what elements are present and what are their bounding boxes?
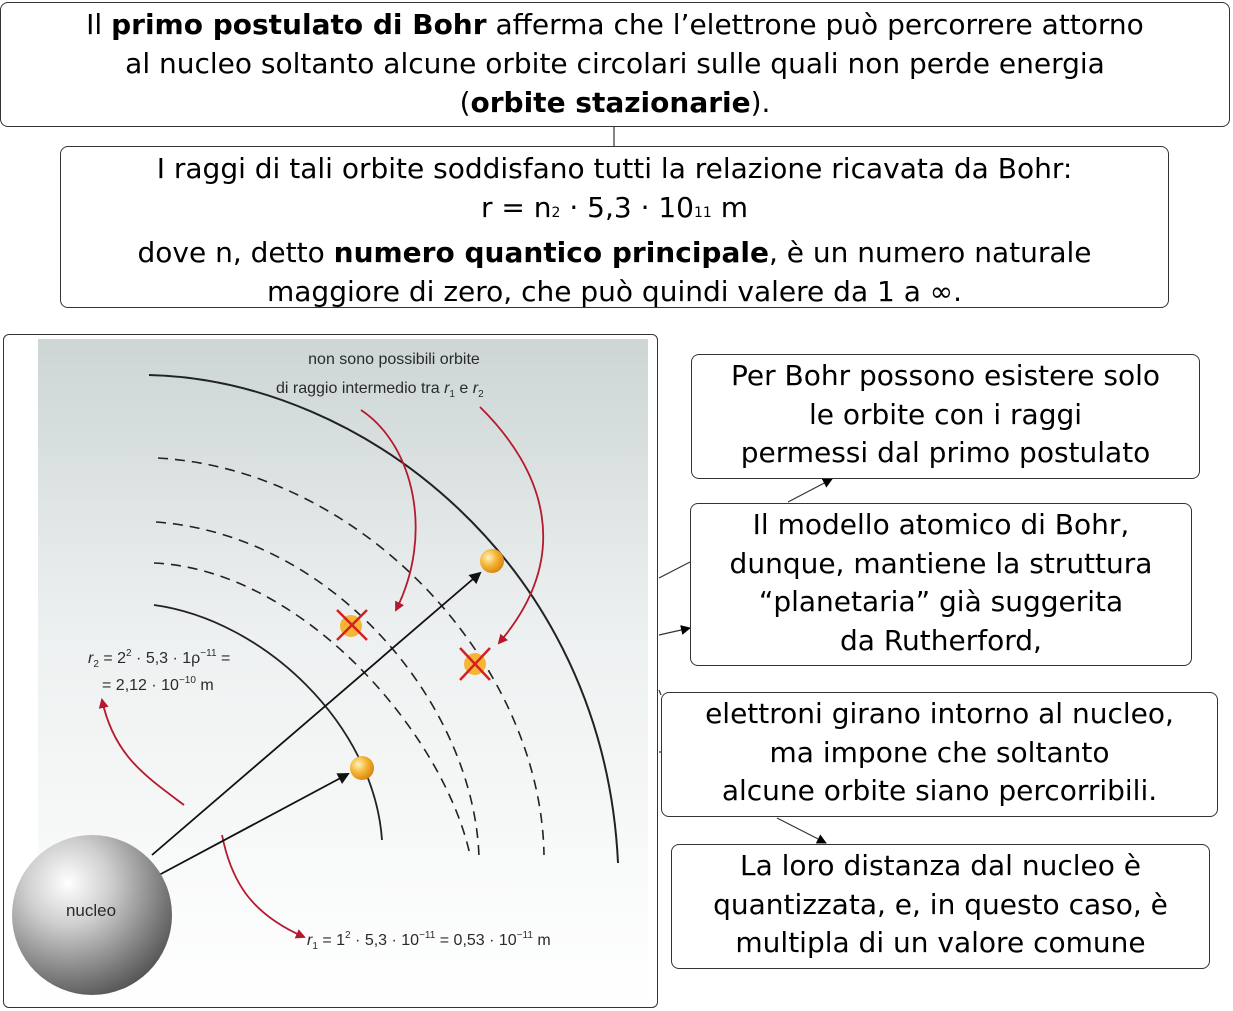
radius-formula-box — [60, 146, 1169, 308]
allowed-orbits-box — [691, 354, 1200, 479]
quantized-line-1: La loro distanza dal nucleo è — [739, 849, 1142, 882]
r1-formula: $r_1 = 1^2 \cdot 5,3 \cdot 10^{-11} = 0,53 \cdot 10^{-11}$ m — [307, 930, 551, 952]
connector-figure-box5 — [659, 690, 661, 695]
postulate-line-1: Il primo postulato di Bohr afferma che l’elettrone può percorrere attorno — [86, 8, 1144, 41]
bohr-orbits-svg — [4, 335, 658, 1008]
nucleus-label: nucleo — [65, 901, 117, 920]
electron-inner — [350, 756, 374, 780]
annotation-line-2: di raggio intermedio tra $r_1$ e $r_2$ — [276, 380, 484, 400]
postulate-line-3: (orbite stazionarie). — [459, 86, 771, 119]
planetary-line-4: da Rutherford, — [840, 623, 1042, 657]
arrow-figure-box4 — [659, 628, 690, 635]
arrow-box4-box3 — [788, 479, 832, 502]
planetary-model-box — [690, 503, 1192, 666]
connector-figure-box4 — [659, 562, 690, 578]
radius-line-4: maggiore di zero, che può quindi valere da 1 a ∞. — [266, 275, 963, 308]
stationary-orbits-bold: orbite stazionarie — [470, 86, 751, 119]
r2-formula-line-2: = $2,12 \cdot 10^{-10}$ m — [102, 675, 214, 694]
electrons-line-3: alcune orbite siano percorribili. — [721, 774, 1158, 807]
planetary-line-2: dunque, mantiene la struttura — [729, 546, 1153, 580]
electron-outer — [480, 549, 504, 573]
annotation-line-1: non sono possibili orbite — [308, 351, 480, 368]
radius-line-3: dove n, detto numero quantico principale, è un numero naturale — [137, 236, 1092, 269]
quantized-line-2: quantizzata, e, in questo caso, è — [713, 887, 1168, 921]
quantum-number-bold: numero quantico principale — [333, 236, 769, 269]
quantized-distance-box — [671, 844, 1210, 969]
allowed-line-3: permessi dal primo postulato — [740, 436, 1151, 469]
radius-line-1: I raggi di tali orbite soddisfano tutti la relazione ricavata da Bohr: — [156, 152, 1073, 185]
planetary-line-3: “planetaria” già suggerita — [758, 585, 1124, 618]
electrons-line-2: ma impone che soltanto — [769, 735, 1110, 769]
electrons-line-1: elettroni girano intorno al nucleo, — [705, 697, 1174, 730]
allowed-line-2: le orbite con i raggi — [808, 397, 1083, 431]
postulate-bold: primo postulato di Bohr — [111, 8, 487, 41]
electrons-orbit-box — [661, 692, 1218, 817]
postulate-box — [0, 2, 1230, 127]
quantized-line-3: multipla di un valore comune — [735, 926, 1146, 959]
postulate-line-2: al nucleo soltanto alcune orbite circolari sulle quali non perde energia — [125, 47, 1105, 80]
allowed-line-1: Per Bohr possono esistere solo — [730, 359, 1161, 392]
arrow-box5-box6 — [777, 818, 826, 843]
bohr-orbits-figure — [3, 334, 658, 1008]
planetary-line-1: Il modello atomico di Bohr, — [752, 508, 1130, 541]
r2-formula-line-1: $r_2 = 2^2 \cdot 5,3 \cdot 1\rho^{-11}$ = — [88, 648, 231, 670]
radius-formula: r = n2 · 5,3 · 1011 m — [480, 191, 749, 224]
